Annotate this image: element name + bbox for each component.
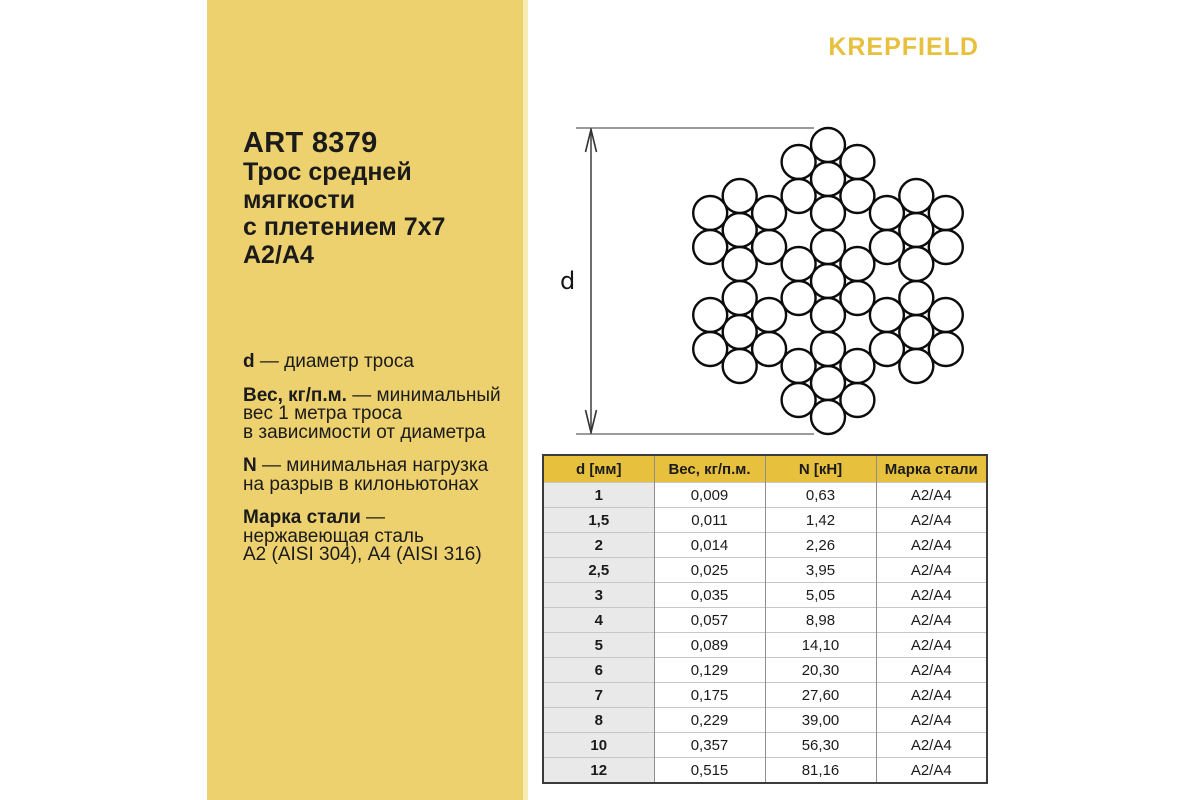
cell-load: 5,05	[765, 583, 876, 608]
table-row	[543, 558, 987, 583]
definition-text: нержавеющая сталь	[243, 525, 424, 547]
definition-steel-grade	[243, 509, 528, 565]
cell-d: 10	[543, 733, 654, 758]
wire-circle	[693, 230, 727, 264]
cell-weight: 0,025	[654, 558, 765, 583]
spec-table-header	[543, 455, 987, 483]
wire-circle	[929, 196, 963, 230]
wire-circle	[723, 281, 757, 315]
cell-steel: A2/A4	[876, 633, 987, 658]
wire-circle	[840, 349, 874, 383]
table-row	[543, 533, 987, 558]
strand	[693, 179, 786, 281]
cell-d: 7	[543, 683, 654, 708]
cell-weight: 0,129	[654, 658, 765, 683]
cell-steel: A2/A4	[876, 683, 987, 708]
cell-d: 6	[543, 658, 654, 683]
wire-circle	[870, 230, 904, 264]
wire-circle	[870, 196, 904, 230]
cell-steel: A2/A4	[876, 583, 987, 608]
definition-text: —	[360, 507, 386, 528]
strands-group	[693, 128, 963, 434]
wire-circle	[840, 145, 874, 179]
table-row	[543, 658, 987, 683]
table-row	[543, 633, 987, 658]
definition-term: N	[243, 455, 257, 476]
cell-weight: 0,011	[654, 508, 765, 533]
table-row	[543, 733, 987, 758]
wire-circle	[899, 281, 933, 315]
cell-d: 4	[543, 608, 654, 633]
wire-circle	[811, 128, 845, 162]
wire-circle	[752, 298, 786, 332]
table-row	[543, 758, 987, 784]
wire-circle	[929, 332, 963, 366]
cell-d: 5	[543, 633, 654, 658]
product-title-line: с плетением 7х7	[243, 213, 446, 241]
cell-d: 2,5	[543, 558, 654, 583]
definition-text: — минимальный	[346, 384, 501, 406]
cell-weight: 0,229	[654, 708, 765, 733]
product-title-line: Трос средней	[243, 158, 412, 186]
table-row	[543, 708, 987, 733]
cell-steel: A2/A4	[876, 533, 987, 558]
product-title-line: мягкости	[243, 185, 356, 214]
wire-circle	[811, 366, 845, 400]
definition-text: вес 1 метра троса	[243, 403, 403, 424]
definition-load	[243, 457, 528, 494]
cell-load: 0,63	[765, 483, 876, 508]
wire-circle	[782, 281, 816, 315]
wire-circle	[899, 315, 933, 349]
table-row	[543, 583, 987, 608]
cell-steel: A2/A4	[876, 508, 987, 533]
wire-circle	[752, 196, 786, 230]
header-row	[543, 455, 987, 483]
wire-circle	[899, 213, 933, 247]
wire-circle	[782, 383, 816, 417]
cell-d: 12	[543, 758, 654, 784]
cell-weight: 0,009	[654, 483, 765, 508]
header-steel: Марка стали	[876, 455, 987, 483]
cell-load: 81,16	[765, 758, 876, 784]
wire-circle	[723, 349, 757, 383]
cell-weight: 0,357	[654, 733, 765, 758]
product-title-line: А2/А4	[243, 240, 314, 269]
wire-circle	[693, 332, 727, 366]
strand	[870, 179, 963, 281]
cell-d: 1,5	[543, 508, 654, 533]
product-title	[243, 159, 528, 269]
cell-steel: A2/A4	[876, 483, 987, 508]
cell-steel: A2/A4	[876, 758, 987, 784]
cell-weight: 0,515	[654, 758, 765, 784]
wire-circle	[899, 247, 933, 281]
wire-circle	[840, 179, 874, 213]
wire-circle	[840, 383, 874, 417]
definition-term: Марка стали	[243, 507, 361, 528]
cell-load: 20,30	[765, 658, 876, 683]
wire-circle	[811, 264, 845, 298]
cell-load: 8,98	[765, 608, 876, 633]
wire-circle	[811, 298, 845, 332]
cell-steel: A2/A4	[876, 733, 987, 758]
info-panel	[207, 0, 528, 800]
wire-circle	[752, 332, 786, 366]
header-load: N [кН]	[765, 455, 876, 483]
cell-d: 8	[543, 708, 654, 733]
wire-circle	[929, 298, 963, 332]
wire-circle	[811, 196, 845, 230]
cell-load: 56,30	[765, 733, 876, 758]
strand	[782, 230, 875, 332]
wire-circle	[840, 247, 874, 281]
header-weight: Вес, кг/п.м.	[654, 455, 765, 483]
cell-steel: A2/A4	[876, 658, 987, 683]
diameter-label: d	[560, 267, 576, 295]
cell-load: 2,26	[765, 533, 876, 558]
wire-circle	[811, 332, 845, 366]
wire-circle	[782, 349, 816, 383]
definition-text: на разрыв в килоньютонах	[243, 473, 479, 495]
spec-table	[542, 454, 988, 784]
wire-circle	[870, 298, 904, 332]
cell-weight: 0,175	[654, 683, 765, 708]
wire-circle	[723, 315, 757, 349]
definition-text: — диаметр троса	[254, 351, 414, 372]
wire-circle	[782, 247, 816, 281]
strand	[870, 281, 963, 383]
cell-steel: A2/A4	[876, 708, 987, 733]
definition-text: А2 (AISI 304), А4 (AISI 316)	[243, 544, 482, 565]
wire-circle	[752, 230, 786, 264]
definition-weight	[243, 384, 528, 443]
cell-weight: 0,035	[654, 583, 765, 608]
table-row	[543, 683, 987, 708]
wire-circle	[929, 230, 963, 264]
wire-circle	[782, 145, 816, 179]
spec-table-body	[543, 483, 987, 784]
wire-circle	[840, 281, 874, 315]
definition-term: d	[243, 351, 255, 372]
definition-text: — минимальная нагрузка	[256, 455, 489, 476]
wire-circle	[693, 196, 727, 230]
cell-steel: A2/A4	[876, 558, 987, 583]
info-panel-content	[207, 0, 528, 565]
wire-circle	[723, 179, 757, 213]
wire-circle	[723, 247, 757, 281]
wire-circle	[899, 179, 933, 213]
table-row	[543, 508, 987, 533]
definitions-list	[243, 353, 528, 565]
cell-d: 1	[543, 483, 654, 508]
wire-circle	[723, 213, 757, 247]
strand	[782, 332, 875, 434]
brand-logo: KREPFIELD	[828, 33, 979, 61]
cell-weight: 0,014	[654, 533, 765, 558]
strand	[693, 281, 786, 383]
cell-steel: A2/A4	[876, 608, 987, 633]
wire-circle	[811, 400, 845, 434]
cell-load: 1,42	[765, 508, 876, 533]
header-diameter: d [мм]	[543, 455, 654, 483]
definition-text: в зависимости от диаметра	[243, 421, 486, 443]
cell-load: 39,00	[765, 708, 876, 733]
wire-circle	[870, 332, 904, 366]
cell-d: 3	[543, 583, 654, 608]
cell-load: 27,60	[765, 683, 876, 708]
rope-cross-section-diagram	[550, 100, 1020, 460]
cell-load: 14,10	[765, 633, 876, 658]
table-row	[543, 608, 987, 633]
wire-circle	[811, 162, 845, 196]
wire-circle	[899, 349, 933, 383]
cell-weight: 0,089	[654, 633, 765, 658]
wire-circle	[811, 230, 845, 264]
table-row	[543, 483, 987, 508]
definition-diameter	[243, 353, 528, 372]
article-number: ART 8379	[243, 127, 378, 159]
wire-circle	[782, 179, 816, 213]
definition-term: Вес, кг/п.м.	[243, 384, 347, 406]
cell-weight: 0,057	[654, 608, 765, 633]
wire-circle	[693, 298, 727, 332]
cell-load: 3,95	[765, 558, 876, 583]
cell-d: 2	[543, 533, 654, 558]
strand	[782, 128, 875, 230]
